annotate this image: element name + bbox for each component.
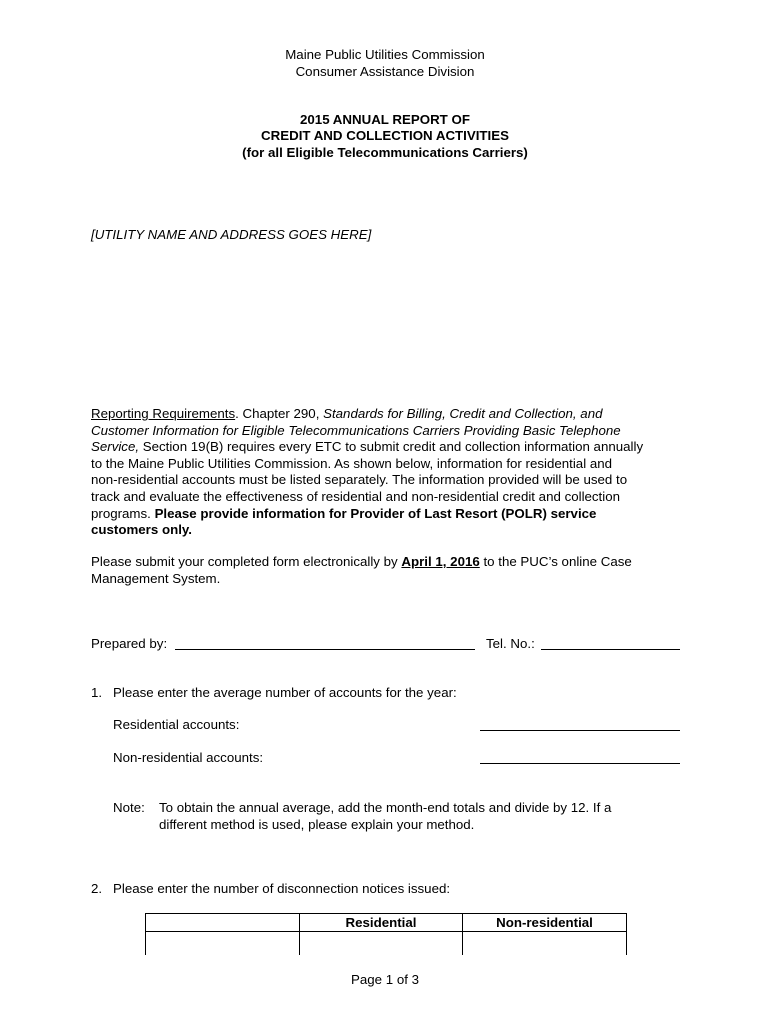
- req-text: programs.: [91, 505, 155, 521]
- tel-label: Tel. No.:: [486, 636, 535, 651]
- note-label: Note:: [113, 800, 145, 815]
- nonresidential-accounts-label: Non-residential accounts:: [113, 750, 264, 765]
- page-break-mask: [140, 955, 635, 965]
- submit-text: Please submit your completed form electronically by: [91, 554, 402, 569]
- req-text: Section 19(B) requires every ETC to submit credit and collection information annually: [139, 439, 644, 455]
- q1-number: 1.: [91, 685, 103, 700]
- req-text-bold: Please provide information for Provider of Last Resort (POLR) service: [154, 505, 597, 521]
- req-text: non-residential accounts must be listed separately. The information provided will be used to: [91, 472, 628, 488]
- note-text: To obtain the annual average, add the month-end totals and divide by 12. If a: [159, 800, 612, 815]
- req-text: to the Maine Public Utilities Commission. As shown below, information for residential and: [91, 455, 613, 471]
- report-title-line-2: CREDIT AND COLLECTION ACTIVITIES: [261, 128, 509, 143]
- q1-text: Please enter the average number of accounts for the year:: [113, 685, 457, 700]
- table-header-blank: [146, 914, 300, 932]
- tel-field[interactable]: [541, 637, 680, 650]
- report-title-line-3: (for all Eligible Telecommunications Carriers): [242, 145, 528, 160]
- page-number: Page 1 of 3: [350, 972, 420, 987]
- prepared-by-label: Prepared by:: [91, 636, 168, 651]
- submit-deadline: April 1, 2016: [401, 554, 480, 569]
- prepared-by-field[interactable]: [175, 637, 475, 650]
- q2-text: Please enter the number of disconnection notices issued:: [113, 881, 451, 896]
- table-header-row: [146, 914, 627, 932]
- requirements-heading: Reporting Requirements: [91, 406, 236, 421]
- req-text-italic: Customer Information for Eligible Telecommunications Carriers Providing Basic Telephone: [91, 422, 621, 438]
- reporting-requirements-paragraph: [91, 406, 643, 539]
- report-title-line-1: 2015 ANNUAL REPORT OF: [300, 112, 470, 127]
- note-text: different method is used, please explain your method.: [159, 817, 475, 832]
- residential-accounts-label: Residential accounts:: [113, 717, 240, 732]
- req-text: track and evaluate the effectiveness of residential and non-residential credit and collection: [91, 488, 620, 504]
- residential-accounts-field[interactable]: [480, 718, 680, 731]
- submit-text: Management System.: [91, 570, 221, 586]
- table-header-residential: Residential: [300, 914, 463, 932]
- org-division: Consumer Assistance Division: [295, 64, 475, 79]
- req-text-italic: Service,: [91, 439, 140, 455]
- submit-text: to the PUC’s online Case: [479, 554, 632, 569]
- submit-instructions: [91, 554, 632, 587]
- utility-name-address-placeholder[interactable]: [UTILITY NAME AND ADDRESS GOES HERE]: [91, 227, 372, 242]
- q2-number: 2.: [91, 881, 103, 896]
- nonresidential-accounts-field[interactable]: [480, 751, 680, 764]
- req-text-italic: Standards for Billing, Credit and Collection, and: [323, 406, 603, 421]
- req-text: . Chapter 290,: [235, 406, 324, 421]
- table-header-nonresidential: Non-residential: [463, 914, 627, 932]
- org-name: Maine Public Utilities Commission: [285, 47, 485, 62]
- req-text-bold: customers only.: [91, 522, 192, 538]
